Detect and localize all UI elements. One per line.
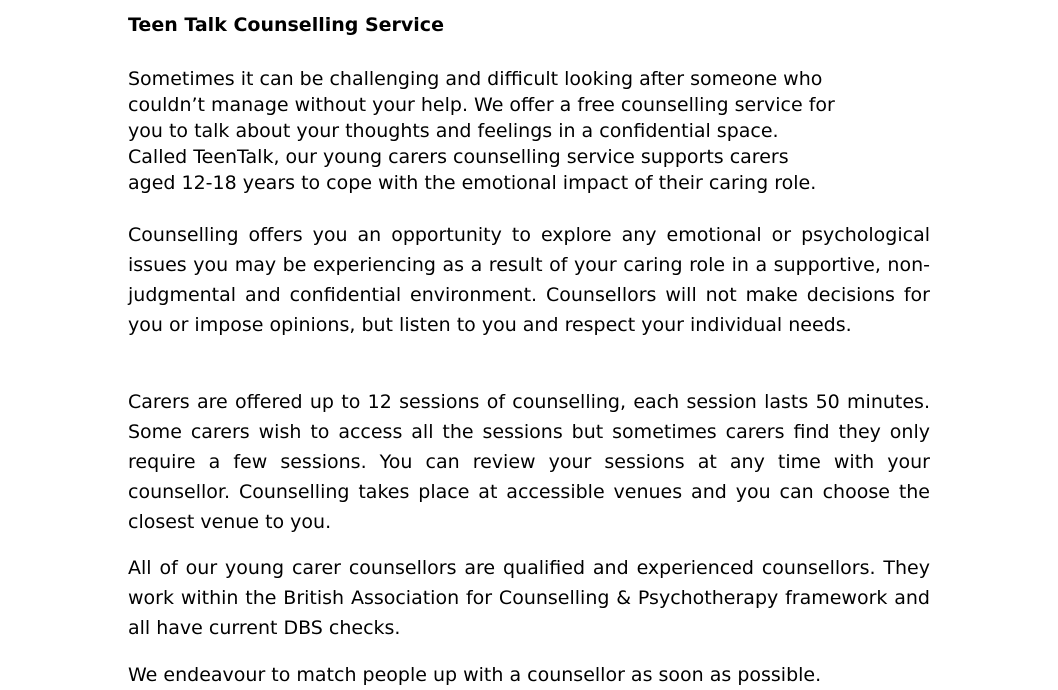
- intro-line: couldn’t manage without your help. We offer a free counselling service for: [128, 94, 835, 116]
- intro-line: Called TeenTalk, our young carers counselling service supports carers: [128, 146, 789, 168]
- page-title: Teen Talk Counselling Service: [128, 14, 444, 36]
- paragraph-counsellors: All of our young carer counsellors are qualified and experienced counsellors. They work within the British Association for Counselling & Psychotherapy framework and all have current DBS checks.: [128, 557, 930, 639]
- intro-line: you to talk about your thoughts and feelings in a confidential space.: [128, 120, 779, 142]
- paragraph-matching: We endeavour to match people up with a counsellor as soon as possible.: [128, 664, 822, 686]
- intro-paragraph: [128, 66, 835, 196]
- intro-line: Sometimes it can be challenging and difficult looking after someone who: [128, 68, 823, 90]
- intro-line: aged 12-18 years to cope with the emotional impact of their caring role.: [128, 172, 817, 194]
- paragraph-counselling-overview: Counselling offers you an opportunity to explore any emotional or psychological issues you may be experiencing as a result of your caring role in a supportive, non-judgmental and confidential environment. Counsellors will not make decisions for you or impose opinions, but listen to you and respect your individual needs.: [128, 224, 930, 336]
- paragraph-sessions: Carers are offered up to 12 sessions of counselling, each session lasts 50 minutes. Some carers wish to access all the sessions but sometimes carers find they only require a few sessions. You can review your sessions at any time with your counsellor. Counselling takes place at accessible venues and you can choose the closest venue to you.: [128, 391, 930, 533]
